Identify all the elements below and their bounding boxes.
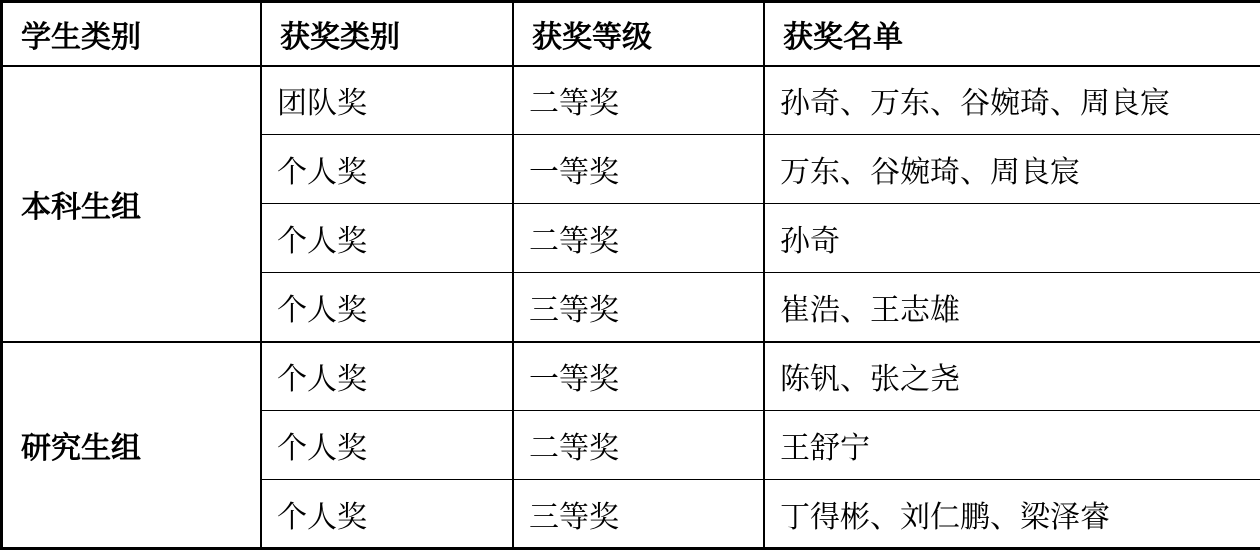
winners-cell: 陈钒、张之尧 <box>764 342 1260 411</box>
winners-cell: 万东、谷婉琦、周良宸 <box>764 135 1260 204</box>
student-group-cell: 本科生组 <box>2 66 262 342</box>
award-level-cell: 一等奖 <box>513 135 764 204</box>
award-type-cell: 个人奖 <box>261 135 513 204</box>
column-header: 学生类别 <box>2 2 262 66</box>
winners-cell: 王舒宁 <box>764 411 1260 480</box>
table-row <box>2 66 1260 135</box>
award-type-cell: 个人奖 <box>261 204 513 273</box>
winners-cell: 孙奇 <box>764 204 1260 273</box>
winners-cell: 孙奇、万东、谷婉琦、周良宸 <box>764 66 1260 135</box>
winners-cell: 崔浩、王志雄 <box>764 273 1260 342</box>
award-level-cell: 三等奖 <box>513 480 764 549</box>
award-level-cell: 二等奖 <box>513 66 764 135</box>
award-type-cell: 个人奖 <box>261 273 513 342</box>
winners-cell: 丁得彬、刘仁鹏、梁泽睿 <box>764 480 1260 549</box>
table-row <box>2 342 1260 411</box>
award-level-cell: 二等奖 <box>513 411 764 480</box>
awards-table-header <box>2 2 1260 66</box>
header-row <box>2 2 1260 66</box>
column-header: 获奖类别 <box>261 2 513 66</box>
award-level-cell: 三等奖 <box>513 273 764 342</box>
column-header: 获奖名单 <box>764 2 1260 66</box>
award-type-cell: 个人奖 <box>261 342 513 411</box>
column-header: 获奖等级 <box>513 2 764 66</box>
award-type-cell: 个人奖 <box>261 411 513 480</box>
award-type-cell: 团队奖 <box>261 66 513 135</box>
award-level-cell: 一等奖 <box>513 342 764 411</box>
award-type-cell: 个人奖 <box>261 480 513 549</box>
awards-table-body <box>2 66 1260 549</box>
award-level-cell: 二等奖 <box>513 204 764 273</box>
student-group-cell: 研究生组 <box>2 342 262 549</box>
